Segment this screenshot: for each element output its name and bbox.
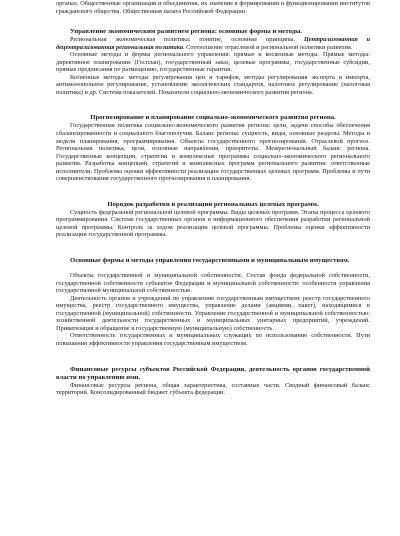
intro-paragraph: органах. Общественные организации и объединения, их значение в формировании и функционировании институтов гражданского общества. Общественная палата Российской Федерации.	[56, 0, 370, 15]
paragraph-forecasting: Государственная политика социально-экономического развития региона: цели, задачи способы обеспечения сбалансированности и социального благополучия. Баланс региона: сущность, виды, основные разделы. Методы и модели планирования, программирования. Объекты государственного прогнозирования. Отраслевой прогноз. Региональная политика, цели, основные направления, приоритеты. Межрегиональный баланс региона. Государственные концепции, стратегии и комплексные программы социально-экономического регионального развития. Разработка концепций, стратегий и комплексных программ регионального развития: ответственные исполнители. Проблемы оценки эффективности реализации государственных целевых программ. Проблемы и пути совершенствования государственного прогнозирования и планирования.	[56, 122, 370, 183]
paragraph-direct-methods: Основные методы и формы регионального управления: прямые и косвенные методы. Прямые методы: директивное планирование (Госплан), государственный заказ, целевые программы, государственные субсидии, прямые предписания по размещению, государственные гарантии.	[56, 51, 370, 74]
paragraph-property-bodies: Деятельность органов и учреждений по управлению государственным имуществом: реестр государственного имущества, реестр государственного имущества, управление делами (акциями, пакет), находящимися в государственной (муниципальной) собственности. Управление государственной и муниципальной собственностью: хозяйственной деятельности государственных и муниципальных унитарных предприятий, учреждений. Приватизация и обращение в государственную (муниципальную) собственность.	[56, 294, 370, 332]
paragraph-financial-resources: Финансовые ресурсы региона, общая характеристика, составные части. Сводный финансовый баланс территорий. Консолидированный бюджет субъекта федерации.	[56, 381, 370, 397]
paragraph-regional-policy	[56, 36, 370, 51]
section-heading-target-programs: Порядок разработки и реализации региональных целевых программ.	[107, 200, 319, 208]
text-span: . Соотношение отраслевой и региональной политики развития.	[182, 43, 353, 51]
section-heading-forecasting: Прогнозирование и планирование социально-экономического развития региона.	[90, 114, 336, 122]
section-heading-property-management: Основные формы и методы управления государственными и муниципальным имуществом.	[70, 257, 350, 265]
paragraph-target-programs: Сущность федеральной региональной целевой программы. Виды целевых программ. Этапы процесса целевого программирования. Система государственных органов и информационного обеспечения разработки региональной целевой программы. Контроль за ходом реализации целевой программы. Проблемы оценки эффективности реализации государственной программы.	[56, 208, 370, 239]
emphasis-span: Централизованная и децентрализованная региональная политика	[56, 36, 370, 51]
paragraph-property-responsibility: Ответственность государственных и муниципальных служащих по использованию собственности. Пути повышения эффективности управления государственным имуществом.	[56, 332, 370, 347]
section-heading-economic-development: Управление экономическим развитием региона: основные формы и методы.	[70, 28, 303, 36]
paragraph-property-objects: Объекты государственной и муниципальной собственности. Состав фонда федеральной собственности, государственной собственности субъектов Федерации и муниципальной собственности: особенности управления государственной муниципальной собственностью.	[56, 272, 370, 295]
text-span: Региональная экономическая политика: понятие, основные принципы.	[70, 36, 304, 44]
section-heading-financial-resources: Финансовые ресурсы субъектов Российской Федерации, деятельность органов государственной власти по управлению ими.	[56, 365, 370, 381]
paragraph-indirect-methods: Косвенные методы: методы регулирования цен и тарифов, методы регулирования экспорта и импорта, антимонопольное регулирование, установление экологических стандартов, налоговое регулирование (налоговая политика) и др. Система показателей. Показатели социально-экономического развития региона.	[56, 73, 370, 96]
